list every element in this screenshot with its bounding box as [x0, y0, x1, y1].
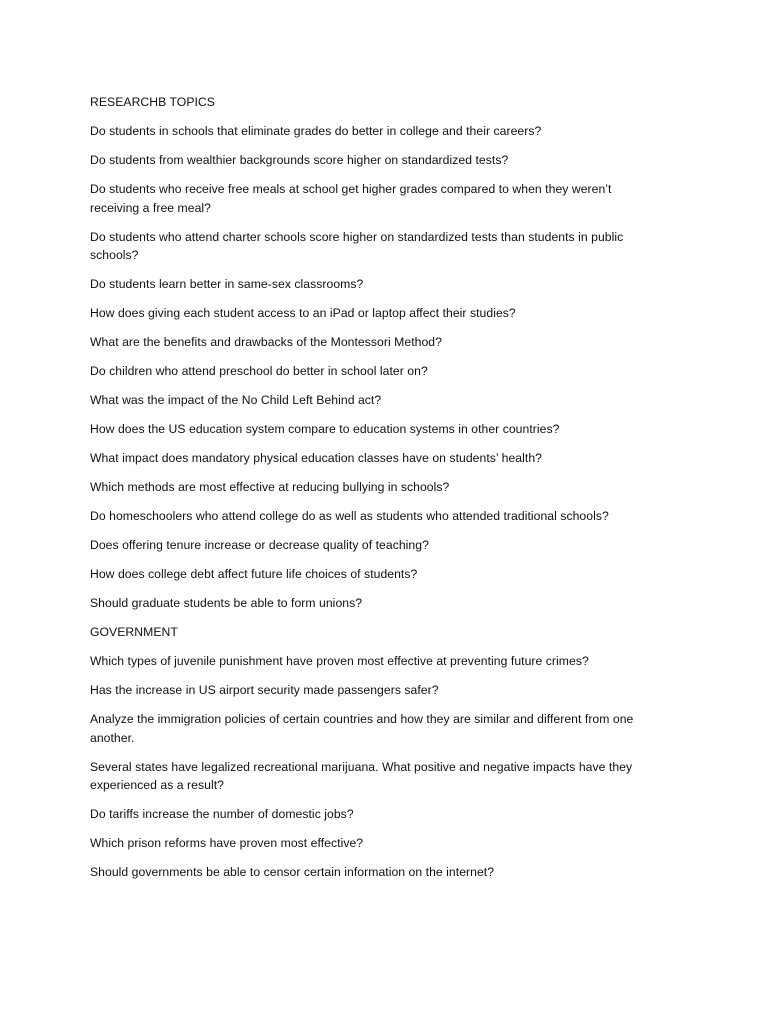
document-content — [90, 93, 650, 892]
topic-item: What impact does mandatory physical education classes have on students’ health? — [90, 451, 542, 465]
topic-item: Analyze the immigration policies of certain countries and how they are similar and different from one another. — [90, 712, 634, 745]
topic-item: Which prison reforms have proven most effective? — [90, 836, 364, 850]
topic-item: Has the increase in US airport security made passengers safer? — [90, 683, 439, 697]
topic-item: Should governments be able to censor certain information on the internet? — [90, 865, 495, 879]
topic-item: Do students learn better in same-sex classrooms? — [90, 277, 364, 291]
education-topic-list — [90, 122, 650, 613]
topic-item: How does the US education system compare to education systems in other countries? — [90, 422, 560, 436]
topic-item: Do homeschoolers who attend college do as well as students who attended traditional schools? — [90, 509, 609, 523]
topic-item: What was the impact of the No Child Left Behind act? — [90, 393, 382, 407]
topic-item: How does giving each student access to an iPad or laptop affect their studies? — [90, 306, 516, 320]
government-topic-list — [90, 652, 650, 882]
topic-item: Do tariffs increase the number of domestic jobs? — [90, 807, 354, 821]
topic-item: How does college debt affect future life choices of students? — [90, 567, 418, 581]
topic-item: Do students who attend charter schools score higher on standardized tests than students in public schools? — [90, 229, 624, 262]
topic-item: Should graduate students be able to form unions? — [90, 596, 363, 610]
topic-item: Do children who attend preschool do better in school later on? — [90, 364, 428, 378]
topic-item: Do students who receive free meals at school get higher grades compared to when they weren’t receiving a free meal? — [90, 182, 612, 215]
topic-item: Several states have legalized recreational marijuana. What positive and negative impacts have they experienced as a result? — [90, 759, 633, 792]
topic-item: Which methods are most effective at reducing bullying in schools? — [90, 480, 450, 494]
document-title: RESEARCHB TOPICS — [90, 95, 215, 109]
topic-item: Does offering tenure increase or decrease quality of teaching? — [90, 538, 429, 552]
topic-item: Do students from wealthier backgrounds score higher on standardized tests? — [90, 153, 509, 167]
topic-item: Do students in schools that eliminate grades do better in college and their careers? — [90, 124, 542, 138]
topic-item: What are the benefits and drawbacks of the Montessori Method? — [90, 335, 442, 349]
topic-item: Which types of juvenile punishment have proven most effective at preventing future crimes? — [90, 654, 589, 668]
government-section-heading: GOVERNMENT — [90, 625, 178, 639]
